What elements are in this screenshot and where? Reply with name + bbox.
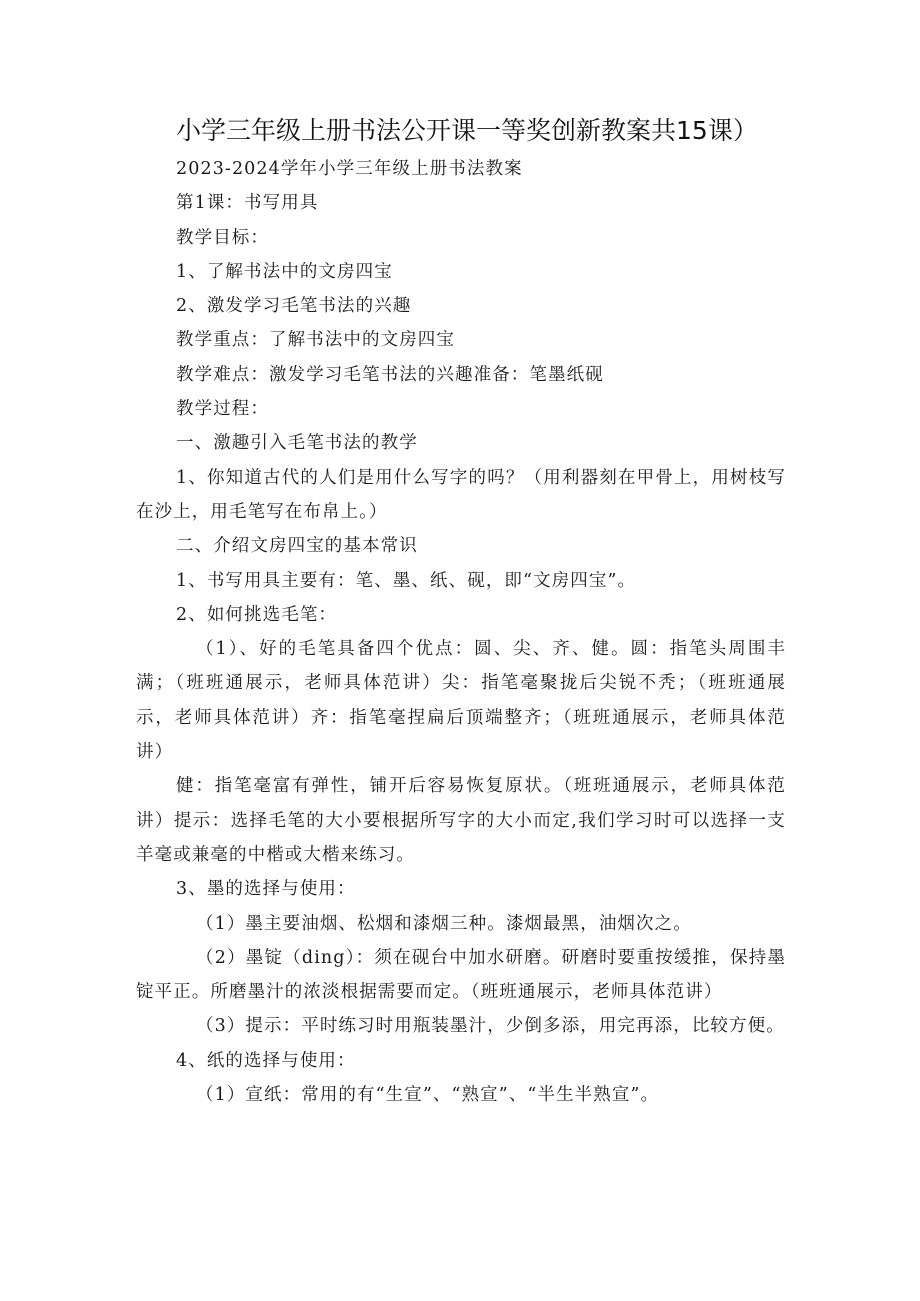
document-title: 小学三年级上册书法公开课一等奖创新教案共15课） — [176, 116, 758, 145]
objective-item: 2、激发学习毛笔书法的兴趣 — [176, 296, 412, 317]
body-paragraph: 1、你知道古代的人们是用什么写字的吗？（用利器刻在甲骨上，用树枝写在沙上，用毛笔写在布帛上。） — [136, 467, 786, 522]
difficulty-paragraph: 教学难点：激发学习毛笔书法的兴趣准备：笔墨纸砚 — [176, 364, 604, 385]
body-paragraph: 1、书写用具主要有：笔、墨、纸、砚，即“文房四宝”。 — [176, 570, 637, 591]
key-point-paragraph: 教学重点：了解书法中的文房四宝 — [176, 330, 455, 351]
body-paragraph: （1）墨主要油烟、松烟和漆烟三种。漆烟最黑，油烟次之。 — [196, 913, 692, 934]
objectives-heading: 教学目标： — [176, 227, 269, 248]
process-heading: 教学过程： — [176, 399, 269, 420]
document-body — [136, 152, 786, 1112]
body-paragraph: 2、如何挑选毛笔： — [176, 604, 338, 625]
body-paragraph: 健：指笔毫富有弹性，铺开后容易恢复原状。（班班通展示，老师具体范讲）提示：选择毛笔的大小要根据所写字的大小而定,我们学习时可以选择一支羊毫或兼毫的中楷或大楷来练习。 — [136, 776, 786, 865]
lesson-heading: 第1课：书写用具 — [176, 193, 319, 214]
body-paragraph: 4、纸的选择与使用： — [176, 1050, 356, 1071]
objective-item: 1、了解书法中的文房四宝 — [176, 261, 393, 282]
body-paragraph: 3、墨的选择与使用： — [176, 879, 356, 900]
body-paragraph: （3）提示：平时练习时用瓶装墨汁，少倒多添，用完再添，比较方便。 — [196, 1016, 785, 1037]
section-heading: 一、激趣引入毛笔书法的教学 — [176, 433, 418, 454]
section-heading: 二、介绍文房四宝的基本常识 — [176, 536, 418, 557]
body-paragraph: （2）墨锭（ding）：须在砚台中加水研磨。研磨时要重按缓推，保持墨锭平正。所磨墨汁的浓淡根据需要而定。（班班通展示，老师具体范讲） — [136, 947, 786, 1003]
body-paragraph: （1）、好的毛笔具备四个优点：圆、尖、齐、健。圆：指笔头周围丰满；（班班通展示，老师具体范讲）尖：指笔毫聚拢后尖锐不秃；（班班通展示，老师具体范讲）齐：指笔毫捏扁后顶端整齐；（班班通展示，老师具体范讲） — [136, 639, 786, 763]
subtitle-paragraph: 2023-2024学年小学三年级上册书法教案 — [176, 159, 523, 179]
body-paragraph: （1）宣纸：常用的有“生宣”、“熟宣”、“半生半熟宣”。 — [196, 1085, 660, 1106]
